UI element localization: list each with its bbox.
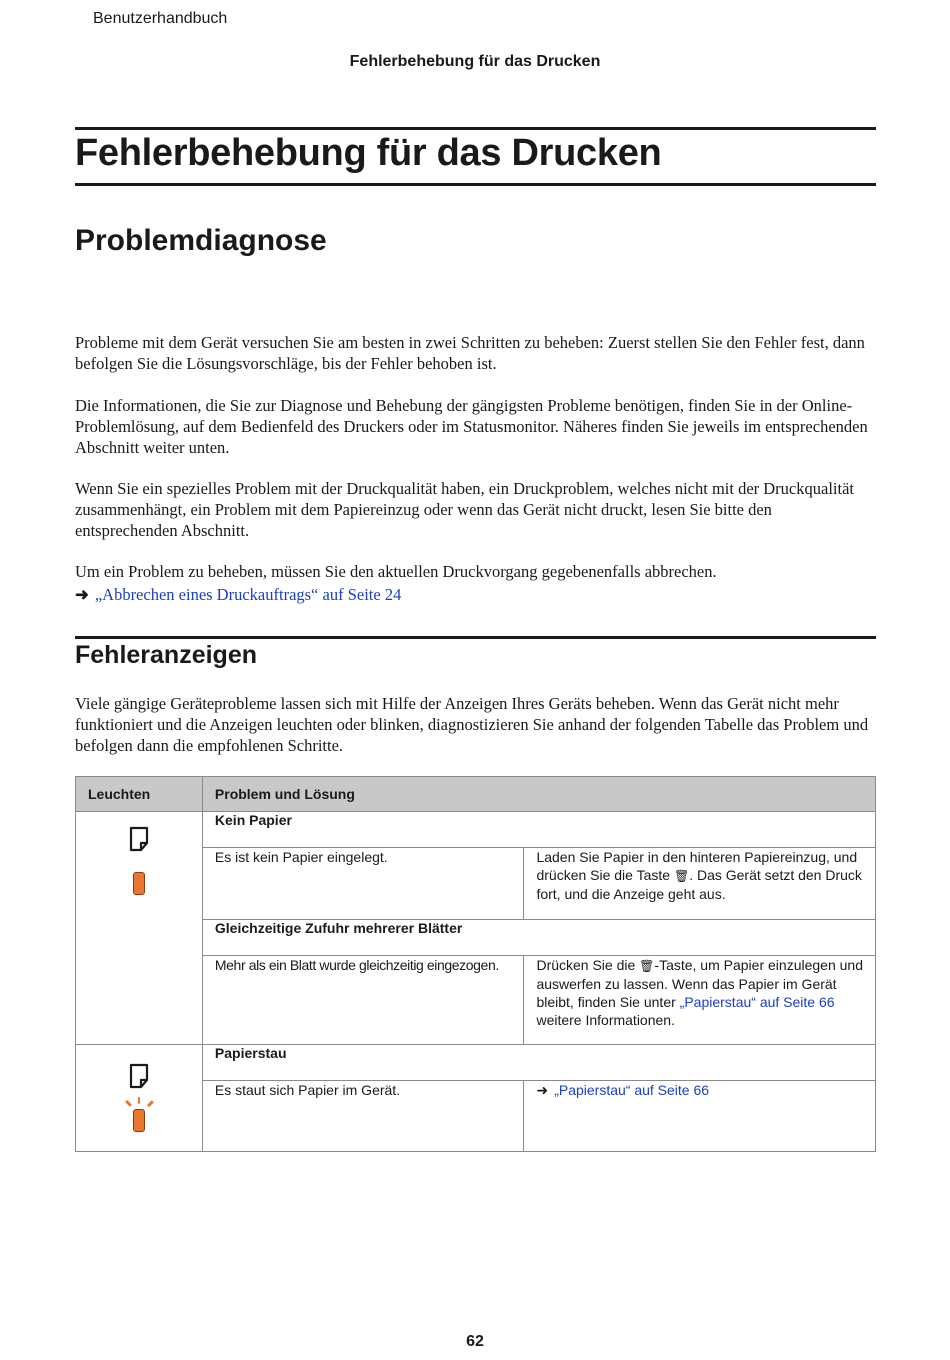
link-cancel-print-job[interactable]: „Abbrechen eines Druckauftrags“ auf Seite 24 <box>94 585 402 604</box>
chapter-rule-top <box>75 127 876 130</box>
page-number: 62 <box>466 1333 484 1350</box>
cancel-button-icon: 🗑 <box>639 959 655 973</box>
section-title: Fehlerbehebung für das Drucken <box>349 53 601 70</box>
lights-cell-paper-jam <box>76 1045 203 1152</box>
solution-double-feed <box>524 956 876 1045</box>
paragraph-error-intro: Viele gängige Geräteprobleme lassen sich mit Hilfe der Anzeigen Ihres Geräts beheben. Wenn das Gerät nicht mehr funktioniert und die Anzeigen leuchten oder blinken, diagnostizieren Sie anhand der folgenden Tabelle das Problem und befolgen dann die empfohlenen Schritte. <box>75 694 869 755</box>
paragraph-intro: Probleme mit dem Gerät versuchen Sie am besten in zwei Schritten zu beheben: Zuerst stellen Sie den Fehler fest, dann befolgen Sie die Lösungsvorschläge, bis der Fehler behoben ist. <box>75 333 865 373</box>
section-rule <box>75 636 876 639</box>
link-paper-jam[interactable]: „Papierstau“ auf Seite 66 <box>679 994 835 1010</box>
solution-text: Laden Sie Papier in den hinteren Papiereinzug, und drücken Sie die Taste <box>536 849 858 883</box>
solution-paper-jam <box>524 1081 876 1152</box>
arrow-right-icon: ➜ <box>75 585 89 604</box>
solution-no-paper <box>524 848 876 920</box>
problem-double-feed: Mehr als ein Blatt wurde gleichzeitig eingezogen. <box>202 956 524 1045</box>
paragraph-information: Die Informationen, die Sie zur Diagnose und Behebung der gängigsten Probleme benötigen, finden Sie in der Online-Problemlösung, auf dem Bedienfeld des Druckers oder im Statusmonitor. Näheres finden Sie jeweils im entsprechenden Abschnitt weiter unten. <box>75 396 868 457</box>
entry-title-double-feed: Gleichzeitige Zufuhr mehrerer Blätter <box>202 920 875 956</box>
solution-text: -Taste, um Papier einzulegen und auswerfen zu lassen. Wenn das Papier im Gerät bleibt, finden Sie unter <box>536 957 863 1010</box>
column-header-problem-solution: Problem und Lösung <box>202 777 875 812</box>
solution-text: Drücken Sie die <box>536 957 640 973</box>
paper-icon <box>129 1063 149 1089</box>
column-header-lights: Leuchten <box>76 777 203 812</box>
cancel-button-icon: 🗑 <box>673 869 690 883</box>
running-title: Benutzerhandbuch <box>93 10 228 27</box>
error-lamp-on-icon <box>133 872 145 895</box>
arrow-right-icon: ➜ <box>536 1082 549 1098</box>
solution-text: . Das Gerät setzt den Druck fort, und die Anzeige geht aus. <box>536 867 862 902</box>
table-header-row <box>76 777 876 812</box>
entry-title-no-paper: Kein Papier <box>202 812 875 848</box>
xref-cancel-print-job <box>75 584 401 605</box>
entry-title-paper-jam: Papierstau <box>202 1045 875 1081</box>
paragraph-cancel-job: Um ein Problem zu beheben, müssen Sie den aktuellen Druckvorgang gegebenenfalls abbrechen. <box>75 562 717 581</box>
chapter-title: Fehlerbehebung für das Drucken <box>75 132 662 174</box>
problem-no-paper: Es ist kein Papier eingelegt. <box>202 848 524 920</box>
solution-text: weitere Informationen. <box>536 1012 675 1028</box>
chapter-rule-bottom <box>75 183 876 186</box>
paragraph-special-problems: Wenn Sie ein spezielles Problem mit der Druckqualität haben, ein Druckproblem, welches nicht mit der Druckqualität zusammenhängt, ein Problem mit dem Papiereinzug oder wenn das Gerät nicht druckt, lesen Sie bitte den entsprechenden Abschnitt. <box>75 479 854 540</box>
problem-paper-jam: Es staut sich Papier im Gerät. <box>202 1081 524 1152</box>
error-lamp-blinking-icon <box>119 1097 159 1137</box>
heading-fehleranzeigen: Fehleranzeigen <box>75 641 257 669</box>
error-indicator-table <box>75 776 876 1152</box>
lights-cell-no-paper <box>76 812 203 1045</box>
paper-icon <box>129 826 149 852</box>
table-row <box>76 812 876 848</box>
link-paper-jam[interactable]: „Papierstau“ auf Seite 66 <box>554 1082 710 1098</box>
heading-problemdiagnose: Problemdiagnose <box>75 224 327 257</box>
table-row <box>76 1045 876 1081</box>
